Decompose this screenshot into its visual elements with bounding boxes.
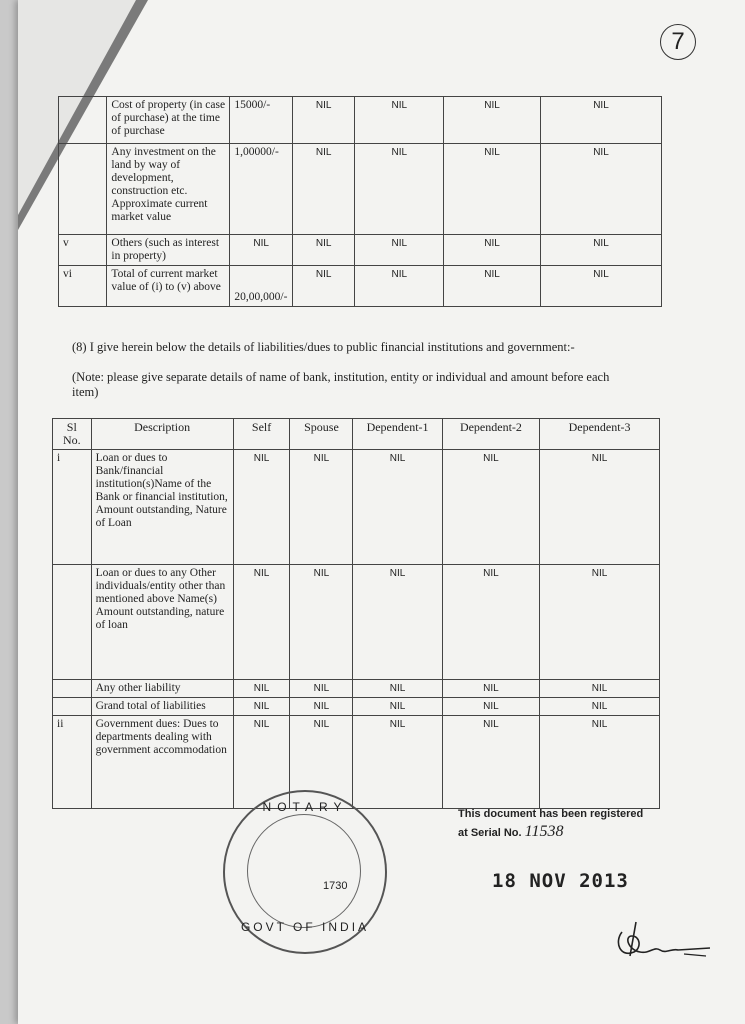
cell-value: NIL bbox=[233, 716, 290, 809]
cell-value: NIL bbox=[233, 450, 290, 565]
cell-value: NIL bbox=[540, 565, 660, 680]
row-number: vi bbox=[59, 266, 107, 307]
cell-value: NIL bbox=[290, 565, 353, 680]
table-row bbox=[53, 698, 660, 716]
stamp-inner-ring bbox=[247, 814, 361, 928]
registration-line-1: This document has been registered bbox=[458, 808, 644, 820]
cell-value: NIL bbox=[355, 266, 444, 307]
row-number: i bbox=[53, 450, 92, 565]
stamp-top-text: NOTARY bbox=[262, 800, 348, 814]
table-row bbox=[53, 450, 660, 565]
column-header: Dependent-3 bbox=[540, 419, 660, 450]
cell-value: NIL bbox=[442, 680, 539, 698]
cell-value: NIL bbox=[290, 450, 353, 565]
table-row bbox=[53, 716, 660, 809]
cell-value: NIL bbox=[444, 266, 541, 307]
table-row bbox=[59, 266, 662, 307]
registration-line-2 bbox=[458, 823, 643, 842]
notary-stamp bbox=[223, 790, 387, 954]
registration-serial-label: at Serial No. bbox=[458, 827, 522, 839]
column-header: Description bbox=[91, 419, 233, 450]
cell-value: NIL bbox=[442, 698, 539, 716]
table-row bbox=[53, 565, 660, 680]
date-stamp: 18 NOV 2013 bbox=[492, 870, 629, 892]
cell-value: NIL bbox=[292, 97, 355, 144]
row-description: Others (such as interest in property) bbox=[107, 235, 230, 266]
assets-table bbox=[58, 96, 662, 307]
cell-value: NIL bbox=[442, 716, 539, 809]
table-row bbox=[53, 680, 660, 698]
cell-value: 20,00,000/- bbox=[230, 266, 293, 307]
cell-value: NIL bbox=[355, 144, 444, 235]
cell-value: NIL bbox=[233, 680, 290, 698]
column-header: Sl No. bbox=[53, 419, 92, 450]
page-number: 7 bbox=[660, 24, 696, 60]
row-description: Any other liability bbox=[91, 680, 233, 698]
cell-value: NIL bbox=[540, 144, 661, 235]
table-row bbox=[59, 144, 662, 235]
cell-value: NIL bbox=[292, 235, 355, 266]
cell-value: NIL bbox=[540, 716, 660, 809]
document-page bbox=[18, 0, 745, 1024]
cell-value: NIL bbox=[290, 698, 353, 716]
cell-value: NIL bbox=[444, 97, 541, 144]
cell-value: NIL bbox=[353, 680, 442, 698]
cell-value: NIL bbox=[353, 565, 442, 680]
cell-value: NIL bbox=[540, 680, 660, 698]
cell-value: 1,00000/- bbox=[230, 144, 293, 235]
cell-value: NIL bbox=[355, 97, 444, 144]
row-description: Government dues: Dues to departments dealing with government accommodation bbox=[91, 716, 233, 809]
cell-value: NIL bbox=[355, 235, 444, 266]
cell-value: NIL bbox=[233, 565, 290, 680]
cell-value: NIL bbox=[233, 698, 290, 716]
row-number bbox=[59, 97, 107, 144]
cell-value: 15000/- bbox=[230, 97, 293, 144]
cell-value: NIL bbox=[292, 266, 355, 307]
column-header: Spouse bbox=[290, 419, 353, 450]
section-8-note: (Note: please give separate details of name of bank, institution, entity or individual and amount before each item) bbox=[72, 370, 610, 399]
cell-value: NIL bbox=[540, 97, 661, 144]
row-number bbox=[53, 565, 92, 680]
row-description: Loan or dues to Bank/financial institution(s)Name of the Bank or financial institution, Amount outstanding, Nature of Loan bbox=[91, 450, 233, 565]
column-header: Self bbox=[233, 419, 290, 450]
cell-value: NIL bbox=[540, 450, 660, 565]
cell-value: NIL bbox=[540, 266, 661, 307]
row-description: Any investment on the land by way of development, construction etc. Approximate current market value bbox=[107, 144, 230, 235]
stamp-number: 1730 bbox=[323, 880, 348, 892]
row-number: ii bbox=[53, 716, 92, 809]
cell-value: NIL bbox=[290, 680, 353, 698]
cell-value: NIL bbox=[444, 144, 541, 235]
column-header: Dependent-1 bbox=[353, 419, 442, 450]
row-description: Loan or dues to any Other individuals/entity other than mentioned above Name(s) Amount outstanding, nature of loan bbox=[91, 565, 233, 680]
stamp-bottom-text: GOVT OF INDIA bbox=[240, 920, 370, 934]
column-header: Dependent-2 bbox=[442, 419, 539, 450]
row-description: Grand total of liabilities bbox=[91, 698, 233, 716]
cell-value: NIL bbox=[540, 698, 660, 716]
cell-value: NIL bbox=[353, 450, 442, 565]
cell-value: NIL bbox=[442, 565, 539, 680]
table-row bbox=[59, 97, 662, 144]
row-number bbox=[53, 698, 92, 716]
registration-serial-number: 11538 bbox=[524, 823, 564, 840]
row-description: Cost of property (in case of purchase) at the time of purchase bbox=[107, 97, 230, 144]
cell-value: NIL bbox=[230, 235, 293, 266]
cell-value: NIL bbox=[292, 144, 355, 235]
cell-value: NIL bbox=[442, 450, 539, 565]
cell-value: NIL bbox=[290, 716, 353, 809]
row-description: Total of current market value of (i) to (v) above bbox=[107, 266, 230, 307]
liabilities-table bbox=[52, 418, 660, 809]
table-header-row bbox=[53, 419, 660, 450]
cell-value: NIL bbox=[540, 235, 661, 266]
row-number bbox=[59, 144, 107, 235]
section-8-heading: (8) I give herein below the details of liabilities/dues to public financial institutions and government:- bbox=[72, 340, 575, 354]
cell-value: NIL bbox=[353, 716, 442, 809]
table-row bbox=[59, 235, 662, 266]
row-number: v bbox=[59, 235, 107, 266]
registration-stamp bbox=[458, 805, 643, 842]
cell-value: NIL bbox=[444, 235, 541, 266]
cell-value: NIL bbox=[353, 698, 442, 716]
row-number bbox=[53, 680, 92, 698]
signature-icon bbox=[610, 912, 720, 967]
